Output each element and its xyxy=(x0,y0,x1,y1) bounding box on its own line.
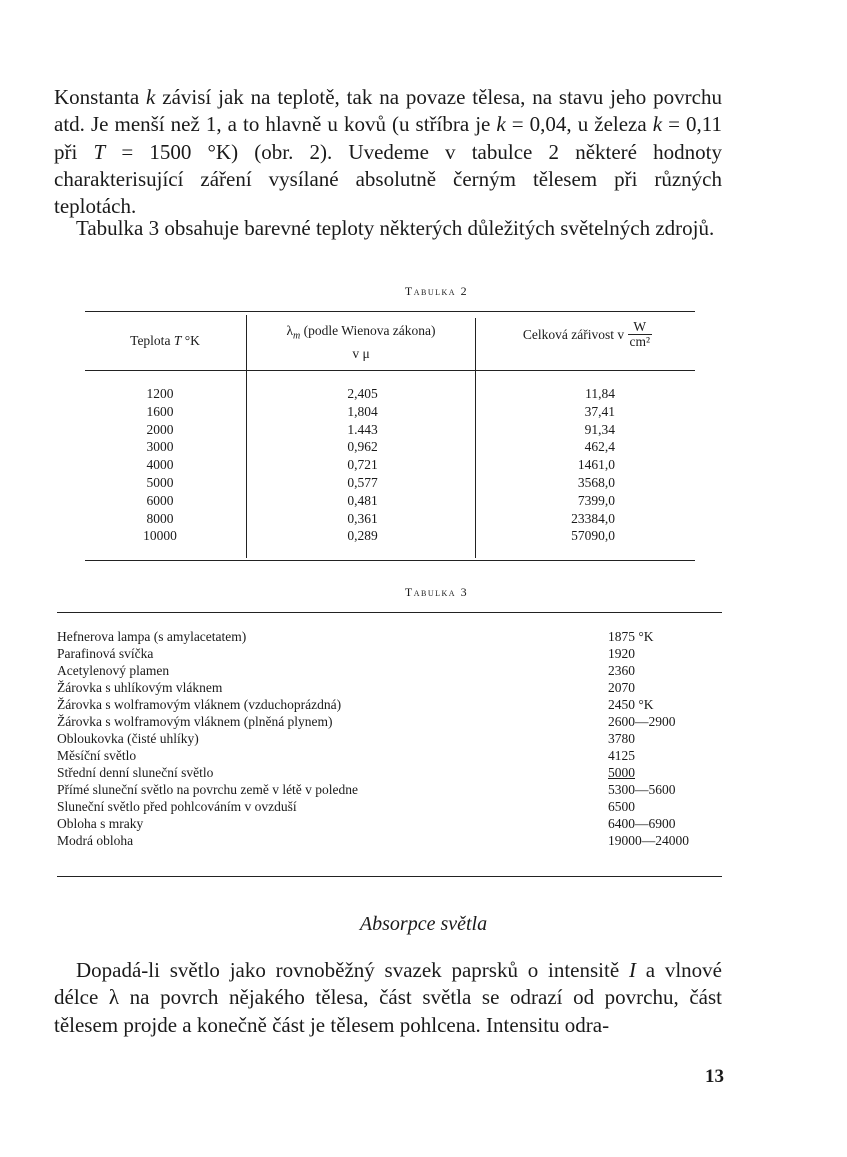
table3-cell-temperature: 1875 °K xyxy=(608,629,654,644)
table3-cell-temperature: 2600—2900 xyxy=(608,714,676,729)
table3-cell-temperature: 1920 xyxy=(608,646,635,661)
table2-cell-temperature: 5000 xyxy=(146,474,174,490)
table2-cell-temperature: 3000 xyxy=(146,439,174,455)
table2-cell-temperature: 2000 xyxy=(146,421,174,437)
table2-column-wavelength xyxy=(325,385,400,545)
table3-cell-source: Žárovka s wolframovým vláknem (plněná plynem) xyxy=(57,714,333,729)
table3-cell-source: Obloha s mraky xyxy=(57,816,144,831)
table3-cell-temperature: 5300—5600 xyxy=(608,782,676,797)
table2-cell-wavelength: 1,804 xyxy=(347,403,378,419)
table2-cell-radiance: 91,34 xyxy=(584,421,615,437)
table3-cell-temperature: 2450 °K xyxy=(608,697,654,712)
table2-cell-wavelength: 2,405 xyxy=(347,386,378,401)
table2-cell-radiance: 462,4 xyxy=(584,439,615,455)
table2-cell-temperature: 10000 xyxy=(143,528,177,544)
paragraph-table3-intro: Tabulka 3 obsahuje barevné teploty některých důležitých světelných zdrojů. xyxy=(76,216,715,240)
table2-cell-wavelength: 0,289 xyxy=(347,528,378,544)
table3-cell-source: Hefnerova lampa (s amylacetatem) xyxy=(57,629,247,644)
table2-cell-wavelength: 0,962 xyxy=(347,439,378,455)
table2-divider-2 xyxy=(475,318,476,558)
table3-cell-source: Modrá obloha xyxy=(57,833,134,848)
table2-column-temperature xyxy=(120,385,200,545)
table3-cell-temperature: 6400—6900 xyxy=(608,816,676,831)
table3-cell-temperature: 19000—24000 xyxy=(608,833,689,848)
table2-cell-wavelength: 0,577 xyxy=(347,474,378,490)
table3-cell-source: Žárovka s uhlíkovým vláknem xyxy=(57,680,223,695)
table3-cell-source: Měsíční světlo xyxy=(57,748,137,763)
table3-cell-temperature: 2070 xyxy=(608,680,635,695)
table2-cell-radiance: 7399,0 xyxy=(577,492,615,508)
table3-caption: Tabulka 3 xyxy=(404,585,469,599)
table3-cell-source: Střední denní sluneční světlo xyxy=(57,765,214,780)
table2-header-temperature: Teplota T °K xyxy=(130,333,200,348)
table2-cell-radiance: 57090,0 xyxy=(571,528,615,544)
table2-cell-temperature: 1200 xyxy=(146,386,174,401)
table3-column-source xyxy=(57,628,577,849)
table2-cell-wavelength: 0,361 xyxy=(347,510,378,526)
table2-cell-radiance: 11,84 xyxy=(585,386,615,401)
table2-cell-temperature: 1600 xyxy=(146,403,174,419)
table2-header-rule xyxy=(85,370,695,371)
table3-cell-source: Přímé sluneční světlo na povrchu země v létě v poledne xyxy=(57,782,359,797)
table2-header-wavelength: $\lambda_m$ (podle Wienova zákona) v μ xyxy=(286,323,436,361)
table3-cell-source: Parafinová svíčka xyxy=(57,646,154,661)
table3-cell-temperature: 3780 xyxy=(608,731,635,746)
table2-divider-1 xyxy=(246,315,247,558)
table3-column-temperature xyxy=(608,628,720,849)
table2-top-rule xyxy=(85,311,695,312)
table2-cell-wavelength: 0,481 xyxy=(347,492,378,508)
table2-header-radiance: Celková zářivost v $\frac{W}{\text{cm²}}$ xyxy=(522,319,651,349)
table3-cell-source: Acetylenový plamen xyxy=(57,663,170,678)
table3-cell-source: Sluneční světlo před pohlcováním v ovzduší xyxy=(57,799,297,814)
table3-top-rule xyxy=(57,612,722,613)
table2-cell-temperature: 6000 xyxy=(146,492,174,508)
table2-cell-radiance: 37,41 xyxy=(584,403,615,419)
table2-cell-radiance: 23384,0 xyxy=(571,510,615,526)
table2-cell-radiance: 1461,0 xyxy=(577,457,615,473)
table3-cell-temperature: 6500 xyxy=(608,799,635,814)
page-number: 13 xyxy=(705,1066,724,1087)
table2-cell-temperature: 8000 xyxy=(146,510,174,526)
table2-cell-wavelength: 0,721 xyxy=(347,457,378,473)
table3-cell-temperature: 2360 xyxy=(608,663,635,678)
table2-bottom-rule xyxy=(85,560,695,561)
table2-cell-radiance: 3568,0 xyxy=(577,474,615,490)
section-heading: Absorpce světla xyxy=(359,913,488,935)
table3-bottom-rule xyxy=(57,876,722,877)
table3-cell-temperature: 4125 xyxy=(608,748,635,763)
table2-cell-temperature: 4000 xyxy=(146,457,174,473)
table3-cell-temperature: 5000 xyxy=(608,765,635,780)
paragraph-absorption: Dopadá-li světlo jako rovnoběžný svazek paprsků o intensitě I a vlnové délce λ na povrch nějakého tělesa, část světla se odrazí od povrchu, část tělesem projde a konečně část je tělesem pohlcena. Intensitu odra- xyxy=(54,958,722,1037)
table3-cell-source: Žárovka s wolframovým vláknem (vzduchoprázdná) xyxy=(57,697,342,712)
table2-column-radiance xyxy=(540,385,615,545)
table3-cell-source: Obloukovka (čisté uhlíky) xyxy=(57,731,199,746)
table2-caption: Tabulka 2 xyxy=(404,284,469,298)
paragraph-constant-k: Konstanta k závisí jak na teplotě, tak na povaze tělesa, na stavu jeho povrchu atd. Je menší než 1, a to hlavně u kovů (u stříbra je k = 0,04, u železa k = 0,11 při T = 1500 °K) (obr. 2). Uvedeme v tabulce 2 některé hodnoty charakterisující záření vysílané absolutně černým tělesem při různých teplotách. xyxy=(54,85,722,219)
table2-cell-wavelength: 1.443 xyxy=(347,421,378,437)
